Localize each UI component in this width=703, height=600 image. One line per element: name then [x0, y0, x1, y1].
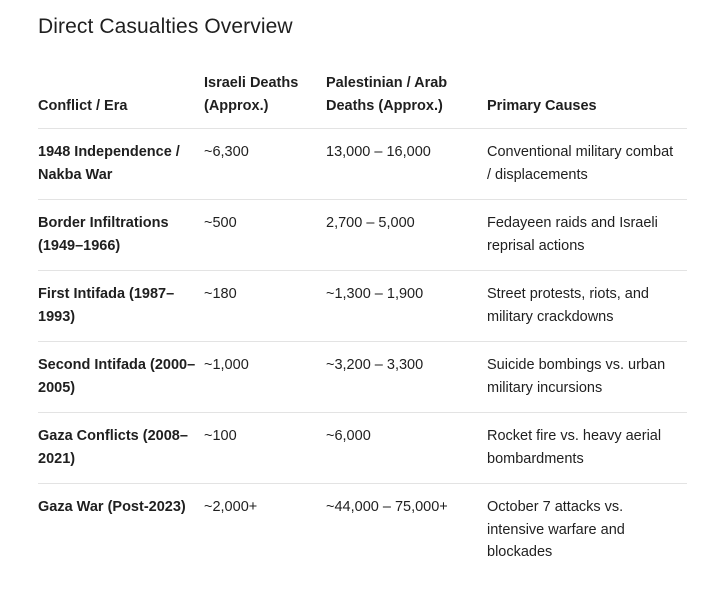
- cell-primary-causes: Conventional military combat / displacements: [487, 129, 687, 200]
- cell-era: Border Infiltrations (1949–1966): [38, 200, 204, 271]
- cell-era: First Intifada (1987–1993): [38, 271, 204, 342]
- cell-era: Gaza Conflicts (2008–2021): [38, 413, 204, 484]
- table-row: [38, 484, 687, 567]
- cell-primary-causes: Suicide bombings vs. urban military incursions: [487, 342, 687, 413]
- cell-israeli-deaths: ~500: [204, 200, 326, 271]
- table-row: [38, 413, 687, 484]
- cell-israeli-deaths: ~100: [204, 413, 326, 484]
- cell-israeli-deaths: ~6,300: [204, 129, 326, 200]
- header-palestinian-deaths: Palestinian / Arab Deaths (Approx.): [326, 70, 487, 129]
- cell-primary-causes: Street protests, riots, and military crackdowns: [487, 271, 687, 342]
- cell-era: Gaza War (Post-2023): [38, 499, 186, 515]
- cell-palestinian-deaths: ~44,000 – 75,000+: [326, 499, 448, 515]
- header-israeli-deaths: Israeli Deaths (Approx.): [204, 70, 326, 129]
- cell-palestinian-deaths: 13,000 – 16,000: [326, 129, 487, 200]
- cell-primary-causes: October 7 attacks vs. intensive warfare and blockades: [487, 499, 625, 560]
- table-header-row: [38, 70, 687, 129]
- cell-palestinian-deaths: ~1,300 – 1,900: [326, 271, 487, 342]
- table-row: [38, 342, 687, 413]
- table-row: [38, 129, 687, 200]
- cell-primary-causes: Fedayeen raids and Israeli reprisal actions: [487, 200, 687, 271]
- cell-era: Second Intifada (2000–2005): [38, 342, 204, 413]
- table-row: [38, 200, 687, 271]
- cell-era: 1948 Independence / Nakba War: [38, 129, 204, 200]
- header-conflict-era: Conflict / Era: [38, 70, 204, 129]
- header-primary-causes: Primary Causes: [487, 70, 687, 129]
- cell-palestinian-deaths: ~6,000: [326, 413, 487, 484]
- casualties-table: [38, 70, 687, 566]
- cell-palestinian-deaths: ~3,200 – 3,300: [326, 342, 487, 413]
- cell-palestinian-deaths: 2,700 – 5,000: [326, 200, 487, 271]
- cell-israeli-deaths: ~2,000+: [204, 499, 258, 515]
- cell-primary-causes: Rocket fire vs. heavy aerial bombardments: [487, 413, 687, 484]
- table-row: [38, 271, 687, 342]
- cell-israeli-deaths: ~180: [204, 271, 326, 342]
- page-title: Direct Casualties Overview: [38, 15, 293, 38]
- cell-israeli-deaths: ~1,000: [204, 342, 326, 413]
